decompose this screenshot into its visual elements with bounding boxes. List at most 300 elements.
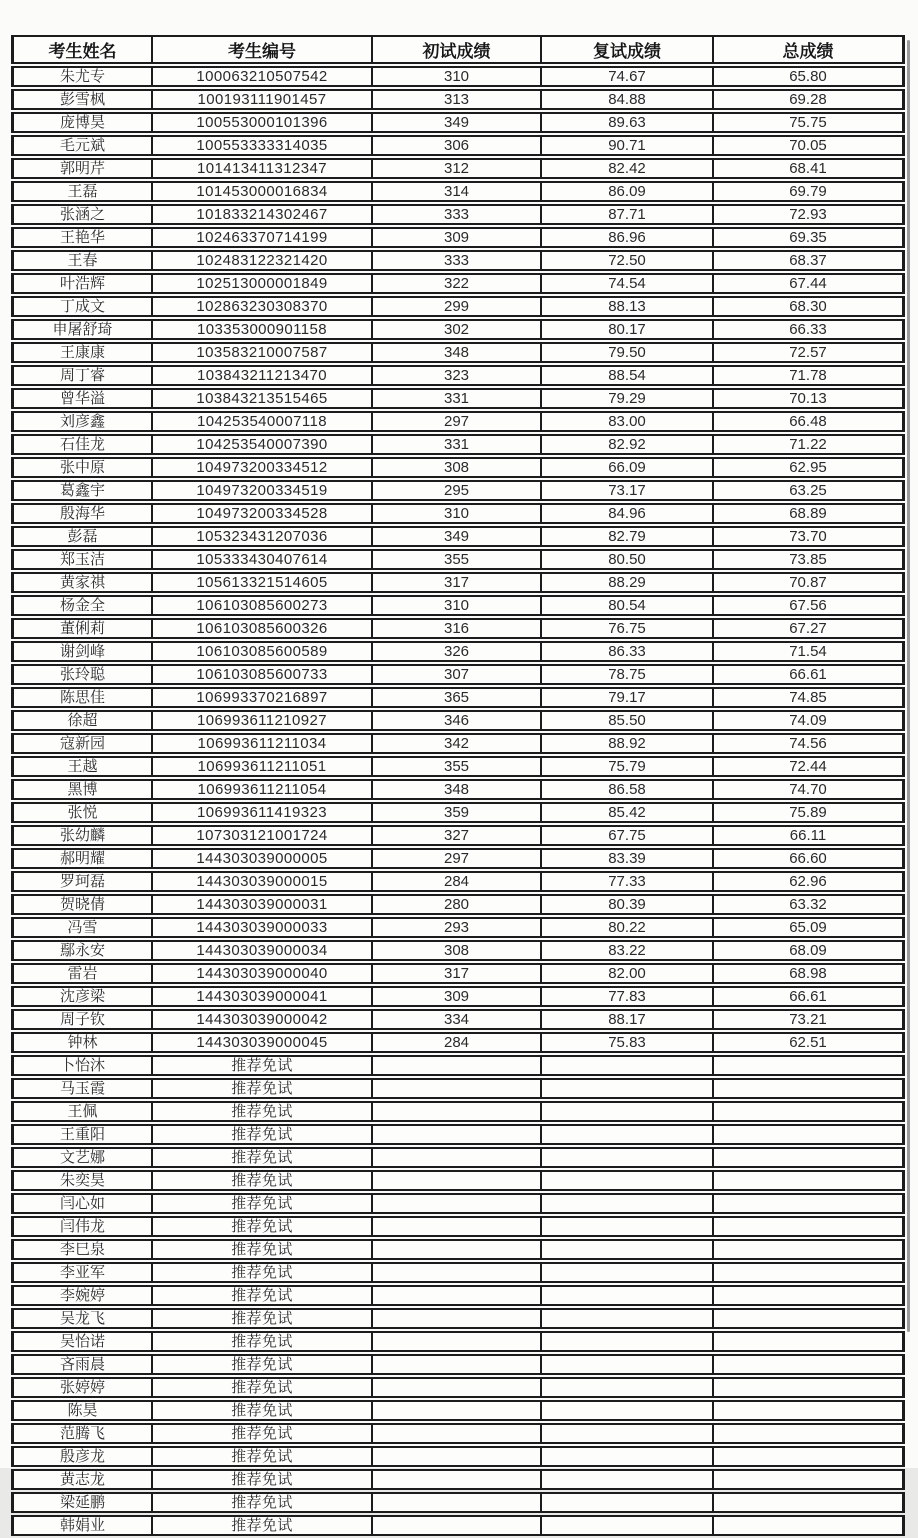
- cell-initial-score: [372, 1285, 541, 1306]
- cell-candidate-id: 107303121001724: [152, 825, 372, 846]
- cell-initial-score: 299: [372, 296, 541, 317]
- cell-candidate-id: 推荐免试: [152, 1193, 372, 1214]
- table-row: [11, 411, 905, 432]
- cell-candidate-id: 104973200334528: [152, 503, 372, 524]
- cell-candidate-id: 102513000001849: [152, 273, 372, 294]
- cell-total-score: 68.41: [713, 158, 905, 179]
- cell-candidate-id: 推荐免试: [152, 1285, 372, 1306]
- cell-retest-score: [541, 1285, 713, 1306]
- cell-initial-score: 295: [372, 480, 541, 501]
- cell-candidate-id: 推荐免试: [152, 1515, 372, 1536]
- cell-candidate-name: 罗珂磊: [11, 871, 152, 892]
- cell-total-score: 74.70: [713, 779, 905, 800]
- cell-initial-score: 365: [372, 687, 541, 708]
- cell-retest-score: [541, 1101, 713, 1122]
- cell-total-score: 66.61: [713, 986, 905, 1007]
- cell-retest-score: 80.50: [541, 549, 713, 570]
- table-row: [11, 894, 905, 915]
- cell-initial-score: 349: [372, 526, 541, 547]
- table-row: [11, 1147, 905, 1168]
- cell-total-score: [713, 1262, 905, 1283]
- table-row: [11, 1170, 905, 1191]
- cell-candidate-id: 100553333314035: [152, 135, 372, 156]
- cell-total-score: 66.61: [713, 664, 905, 685]
- table-row: [11, 227, 905, 248]
- cell-initial-score: 348: [372, 779, 541, 800]
- cell-total-score: [713, 1193, 905, 1214]
- cell-candidate-id: 103583210007587: [152, 342, 372, 363]
- table-row: [11, 1492, 905, 1513]
- cell-candidate-id: 推荐免试: [152, 1377, 372, 1398]
- header-row: [11, 35, 905, 64]
- table-row: [11, 434, 905, 455]
- cell-retest-score: 82.00: [541, 963, 713, 984]
- table-row: [11, 1469, 905, 1490]
- cell-candidate-name: 文艺娜: [11, 1147, 152, 1168]
- table-row: [11, 1055, 905, 1076]
- cell-retest-score: 84.88: [541, 89, 713, 110]
- table-row: [11, 296, 905, 317]
- cell-candidate-name: 吴龙飞: [11, 1308, 152, 1329]
- cell-candidate-id: 推荐免试: [152, 1331, 372, 1352]
- cell-retest-score: [541, 1193, 713, 1214]
- cell-initial-score: 333: [372, 204, 541, 225]
- cell-retest-score: 67.75: [541, 825, 713, 846]
- cell-candidate-id: 144303039000034: [152, 940, 372, 961]
- cell-candidate-id: 推荐免试: [152, 1469, 372, 1490]
- cell-retest-score: 83.39: [541, 848, 713, 869]
- cell-retest-score: 77.83: [541, 986, 713, 1007]
- table-row: [11, 1216, 905, 1237]
- cell-candidate-name: 吝雨晨: [11, 1354, 152, 1375]
- cell-candidate-name: 殷彦龙: [11, 1446, 152, 1467]
- cell-total-score: 67.27: [713, 618, 905, 639]
- cell-candidate-name: 沈彦梁: [11, 986, 152, 1007]
- table-row: [11, 871, 905, 892]
- table-row: [11, 1124, 905, 1145]
- table-row: [11, 1423, 905, 1444]
- cell-candidate-name: 王重阳: [11, 1124, 152, 1145]
- cell-candidate-id: 106993611211034: [152, 733, 372, 754]
- cell-total-score: 68.37: [713, 250, 905, 271]
- cell-candidate-name: 冯雪: [11, 917, 152, 938]
- cell-initial-score: 307: [372, 664, 541, 685]
- cell-candidate-id: 106993370216897: [152, 687, 372, 708]
- table-row: [11, 181, 905, 202]
- cell-retest-score: [541, 1239, 713, 1260]
- cell-total-score: [713, 1331, 905, 1352]
- cell-total-score: 68.98: [713, 963, 905, 984]
- cell-candidate-id: 106993611419323: [152, 802, 372, 823]
- table-row: [11, 1354, 905, 1375]
- table-row: [11, 848, 905, 869]
- table-row: [11, 388, 905, 409]
- cell-candidate-name: 黑博: [11, 779, 152, 800]
- cell-candidate-name: 董俐莉: [11, 618, 152, 639]
- cell-candidate-name: 殷海华: [11, 503, 152, 524]
- cell-total-score: 63.32: [713, 894, 905, 915]
- table-row: [11, 595, 905, 616]
- cell-candidate-name: 张涵之: [11, 204, 152, 225]
- cell-initial-score: 312: [372, 158, 541, 179]
- cell-initial-score: [372, 1331, 541, 1352]
- cell-total-score: 66.60: [713, 848, 905, 869]
- table-row: [11, 710, 905, 731]
- cell-initial-score: 355: [372, 756, 541, 777]
- cell-total-score: [713, 1285, 905, 1306]
- cell-initial-score: 284: [372, 871, 541, 892]
- score-table: [11, 33, 905, 1538]
- cell-total-score: [713, 1308, 905, 1329]
- cell-initial-score: [372, 1078, 541, 1099]
- table-row: [11, 1101, 905, 1122]
- table-row: [11, 1262, 905, 1283]
- cell-candidate-name: 张悦: [11, 802, 152, 823]
- cell-candidate-name: 刘彦鑫: [11, 411, 152, 432]
- cell-candidate-name: 王康康: [11, 342, 152, 363]
- cell-total-score: 66.48: [713, 411, 905, 432]
- cell-initial-score: 326: [372, 641, 541, 662]
- cell-initial-score: 297: [372, 848, 541, 869]
- table-row: [11, 250, 905, 271]
- cell-candidate-id: 106103085600589: [152, 641, 372, 662]
- cell-total-score: 65.09: [713, 917, 905, 938]
- cell-total-score: [713, 1239, 905, 1260]
- cell-candidate-id: 144303039000040: [152, 963, 372, 984]
- cell-initial-score: 306: [372, 135, 541, 156]
- table-row: [11, 549, 905, 570]
- cell-total-score: [713, 1377, 905, 1398]
- cell-initial-score: 348: [372, 342, 541, 363]
- cell-retest-score: [541, 1492, 713, 1513]
- cell-retest-score: [541, 1469, 713, 1490]
- cell-candidate-id: 106993611211051: [152, 756, 372, 777]
- cell-retest-score: 82.79: [541, 526, 713, 547]
- cell-retest-score: 80.39: [541, 894, 713, 915]
- cell-initial-score: [372, 1469, 541, 1490]
- cell-total-score: [713, 1492, 905, 1513]
- header-retest-score: 复试成绩: [541, 35, 713, 64]
- cell-retest-score: 88.54: [541, 365, 713, 386]
- cell-retest-score: [541, 1078, 713, 1099]
- cell-candidate-name: 李婉婷: [11, 1285, 152, 1306]
- cell-candidate-name: 雷岩: [11, 963, 152, 984]
- cell-retest-score: 89.63: [541, 112, 713, 133]
- table-row: [11, 618, 905, 639]
- table-row: [11, 112, 905, 133]
- cell-initial-score: 323: [372, 365, 541, 386]
- cell-candidate-id: 144303039000041: [152, 986, 372, 1007]
- cell-initial-score: 284: [372, 1032, 541, 1053]
- cell-initial-score: 316: [372, 618, 541, 639]
- cell-candidate-id: 推荐免试: [152, 1101, 372, 1122]
- cell-candidate-name: 郭明芹: [11, 158, 152, 179]
- cell-candidate-name: 张中原: [11, 457, 152, 478]
- cell-total-score: [713, 1446, 905, 1467]
- cell-candidate-id: 106993611210927: [152, 710, 372, 731]
- cell-candidate-name: 张婷婷: [11, 1377, 152, 1398]
- cell-retest-score: [541, 1147, 713, 1168]
- cell-candidate-name: 闫心如: [11, 1193, 152, 1214]
- table-row: [11, 526, 905, 547]
- cell-total-score: 74.85: [713, 687, 905, 708]
- cell-retest-score: 73.17: [541, 480, 713, 501]
- cell-retest-score: 83.22: [541, 940, 713, 961]
- cell-retest-score: 87.71: [541, 204, 713, 225]
- cell-retest-score: 80.54: [541, 595, 713, 616]
- cell-candidate-id: 推荐免试: [152, 1423, 372, 1444]
- cell-retest-score: [541, 1216, 713, 1237]
- cell-total-score: 70.87: [713, 572, 905, 593]
- cell-candidate-id: 144303039000015: [152, 871, 372, 892]
- cell-total-score: 72.57: [713, 342, 905, 363]
- cell-candidate-name: 丁成文: [11, 296, 152, 317]
- cell-retest-score: 86.09: [541, 181, 713, 202]
- cell-initial-score: [372, 1400, 541, 1421]
- cell-candidate-id: 103843213515465: [152, 388, 372, 409]
- cell-candidate-id: 推荐免试: [152, 1170, 372, 1191]
- cell-initial-score: [372, 1308, 541, 1329]
- table-row: [11, 66, 905, 87]
- cell-total-score: 74.56: [713, 733, 905, 754]
- cell-candidate-id: 105323431207036: [152, 526, 372, 547]
- table-row: [11, 273, 905, 294]
- cell-candidate-id: 104253540007390: [152, 434, 372, 455]
- cell-total-score: 69.28: [713, 89, 905, 110]
- cell-retest-score: [541, 1308, 713, 1329]
- cell-initial-score: [372, 1216, 541, 1237]
- cell-retest-score: 74.67: [541, 66, 713, 87]
- cell-candidate-name: 周子钦: [11, 1009, 152, 1030]
- cell-retest-score: 83.00: [541, 411, 713, 432]
- score-table-body: [11, 66, 905, 1536]
- cell-retest-score: [541, 1124, 713, 1145]
- table-row: [11, 1377, 905, 1398]
- table-row: [11, 825, 905, 846]
- cell-retest-score: 80.22: [541, 917, 713, 938]
- table-row: [11, 733, 905, 754]
- header-candidate-id: 考生编号: [152, 35, 372, 64]
- cell-candidate-name: 谢剑峰: [11, 641, 152, 662]
- cell-initial-score: 331: [372, 434, 541, 455]
- cell-total-score: 71.78: [713, 365, 905, 386]
- cell-total-score: [713, 1423, 905, 1444]
- cell-initial-score: [372, 1239, 541, 1260]
- cell-candidate-id: 102483122321420: [152, 250, 372, 271]
- cell-retest-score: 75.79: [541, 756, 713, 777]
- cell-initial-score: [372, 1055, 541, 1076]
- cell-candidate-name: 彭磊: [11, 526, 152, 547]
- cell-retest-score: 66.09: [541, 457, 713, 478]
- cell-candidate-name: 朱奕昊: [11, 1170, 152, 1191]
- cell-total-score: 67.44: [713, 273, 905, 294]
- cell-retest-score: 78.75: [541, 664, 713, 685]
- cell-candidate-name: 石佳龙: [11, 434, 152, 455]
- cell-candidate-id: 推荐免试: [152, 1055, 372, 1076]
- cell-initial-score: 308: [372, 457, 541, 478]
- cell-retest-score: 74.54: [541, 273, 713, 294]
- cell-total-score: [713, 1469, 905, 1490]
- cell-total-score: 75.75: [713, 112, 905, 133]
- cell-candidate-name: 庞博昊: [11, 112, 152, 133]
- cell-candidate-id: 103843211213470: [152, 365, 372, 386]
- cell-retest-score: 90.71: [541, 135, 713, 156]
- cell-retest-score: [541, 1331, 713, 1352]
- cell-total-score: [713, 1400, 905, 1421]
- table-row: [11, 1285, 905, 1306]
- cell-candidate-id: 推荐免试: [152, 1078, 372, 1099]
- cell-total-score: [713, 1147, 905, 1168]
- cell-candidate-id: 推荐免试: [152, 1124, 372, 1145]
- cell-initial-score: 314: [372, 181, 541, 202]
- cell-candidate-name: 王磊: [11, 181, 152, 202]
- cell-candidate-name: 周丁睿: [11, 365, 152, 386]
- cell-retest-score: [541, 1170, 713, 1191]
- cell-total-score: [713, 1170, 905, 1191]
- cell-candidate-name: 葛鑫宇: [11, 480, 152, 501]
- cell-initial-score: 309: [372, 986, 541, 1007]
- table-row: [11, 963, 905, 984]
- table-row: [11, 940, 905, 961]
- cell-total-score: [713, 1354, 905, 1375]
- cell-initial-score: [372, 1492, 541, 1513]
- cell-candidate-name: 李巳泉: [11, 1239, 152, 1260]
- table-row: [11, 687, 905, 708]
- cell-candidate-name: 毛元斌: [11, 135, 152, 156]
- cell-candidate-name: 寇新园: [11, 733, 152, 754]
- cell-initial-score: [372, 1262, 541, 1283]
- cell-candidate-name: 王春: [11, 250, 152, 271]
- table-row: [11, 1400, 905, 1421]
- cell-total-score: 69.35: [713, 227, 905, 248]
- cell-total-score: 72.44: [713, 756, 905, 777]
- cell-initial-score: 334: [372, 1009, 541, 1030]
- cell-initial-score: 280: [372, 894, 541, 915]
- cell-candidate-id: 推荐免试: [152, 1262, 372, 1283]
- cell-candidate-name: 张玲聪: [11, 664, 152, 685]
- cell-initial-score: [372, 1101, 541, 1122]
- cell-candidate-id: 100553000101396: [152, 112, 372, 133]
- cell-candidate-id: 106993611211054: [152, 779, 372, 800]
- cell-total-score: [713, 1124, 905, 1145]
- cell-candidate-name: 卜怡沐: [11, 1055, 152, 1076]
- cell-candidate-id: 推荐免试: [152, 1492, 372, 1513]
- cell-candidate-name: 王越: [11, 756, 152, 777]
- cell-candidate-id: 100193111901457: [152, 89, 372, 110]
- cell-retest-score: 82.92: [541, 434, 713, 455]
- table-row: [11, 1239, 905, 1260]
- cell-candidate-id: 100063210507542: [152, 66, 372, 87]
- cell-retest-score: 72.50: [541, 250, 713, 271]
- cell-candidate-id: 104973200334512: [152, 457, 372, 478]
- cell-candidate-id: 106103085600273: [152, 595, 372, 616]
- cell-initial-score: 355: [372, 549, 541, 570]
- cell-candidate-id: 推荐免试: [152, 1239, 372, 1260]
- table-row: [11, 457, 905, 478]
- cell-candidate-id: 105613321514605: [152, 572, 372, 593]
- cell-candidate-name: 申屠舒琦: [11, 319, 152, 340]
- cell-initial-score: 346: [372, 710, 541, 731]
- header-candidate-name: 考生姓名: [11, 35, 152, 64]
- cell-total-score: 71.22: [713, 434, 905, 455]
- cell-candidate-name: 贺晓倩: [11, 894, 152, 915]
- cell-total-score: 65.80: [713, 66, 905, 87]
- cell-candidate-id: 102463370714199: [152, 227, 372, 248]
- cell-total-score: 66.33: [713, 319, 905, 340]
- cell-candidate-name: 黄志龙: [11, 1469, 152, 1490]
- cell-retest-score: 80.17: [541, 319, 713, 340]
- cell-initial-score: 359: [372, 802, 541, 823]
- cell-initial-score: 322: [372, 273, 541, 294]
- cell-retest-score: 75.83: [541, 1032, 713, 1053]
- cell-total-score: [713, 1055, 905, 1076]
- table-row: [11, 986, 905, 1007]
- cell-candidate-id: 144303039000031: [152, 894, 372, 915]
- cell-total-score: 62.51: [713, 1032, 905, 1053]
- cell-candidate-name: 马玉霞: [11, 1078, 152, 1099]
- cell-total-score: 74.09: [713, 710, 905, 731]
- cell-retest-score: 76.75: [541, 618, 713, 639]
- cell-candidate-name: 鄢永安: [11, 940, 152, 961]
- cell-initial-score: [372, 1377, 541, 1398]
- cell-total-score: 67.56: [713, 595, 905, 616]
- cell-initial-score: [372, 1193, 541, 1214]
- table-row: [11, 641, 905, 662]
- table-row: [11, 1331, 905, 1352]
- table-row: [11, 319, 905, 340]
- table-row: [11, 1032, 905, 1053]
- cell-initial-score: 310: [372, 503, 541, 524]
- cell-initial-score: 313: [372, 89, 541, 110]
- cell-candidate-id: 推荐免试: [152, 1354, 372, 1375]
- table-row: [11, 802, 905, 823]
- cell-initial-score: 302: [372, 319, 541, 340]
- cell-retest-score: 79.17: [541, 687, 713, 708]
- cell-initial-score: 349: [372, 112, 541, 133]
- table-row: [11, 779, 905, 800]
- cell-initial-score: 297: [372, 411, 541, 432]
- cell-total-score: [713, 1216, 905, 1237]
- cell-total-score: 75.89: [713, 802, 905, 823]
- table-row: [11, 480, 905, 501]
- table-row: [11, 1515, 905, 1536]
- cell-total-score: 68.09: [713, 940, 905, 961]
- header-initial-score: 初试成绩: [372, 35, 541, 64]
- cell-total-score: 72.93: [713, 204, 905, 225]
- cell-candidate-id: 144303039000005: [152, 848, 372, 869]
- cell-retest-score: 88.92: [541, 733, 713, 754]
- cell-initial-score: 342: [372, 733, 541, 754]
- cell-candidate-id: 144303039000045: [152, 1032, 372, 1053]
- cell-candidate-id: 104973200334519: [152, 480, 372, 501]
- table-row: [11, 1193, 905, 1214]
- cell-retest-score: [541, 1354, 713, 1375]
- cell-candidate-name: 梁延鹏: [11, 1492, 152, 1513]
- cell-candidate-name: 曾华溢: [11, 388, 152, 409]
- cell-candidate-id: 推荐免试: [152, 1400, 372, 1421]
- cell-total-score: 73.21: [713, 1009, 905, 1030]
- cell-retest-score: 85.50: [541, 710, 713, 731]
- cell-candidate-name: 范腾飞: [11, 1423, 152, 1444]
- cell-initial-score: 310: [372, 595, 541, 616]
- cell-candidate-id: 推荐免试: [152, 1147, 372, 1168]
- cell-initial-score: [372, 1446, 541, 1467]
- cell-initial-score: [372, 1423, 541, 1444]
- cell-total-score: [713, 1101, 905, 1122]
- cell-total-score: 69.79: [713, 181, 905, 202]
- cell-initial-score: 293: [372, 917, 541, 938]
- cell-candidate-id: 104253540007118: [152, 411, 372, 432]
